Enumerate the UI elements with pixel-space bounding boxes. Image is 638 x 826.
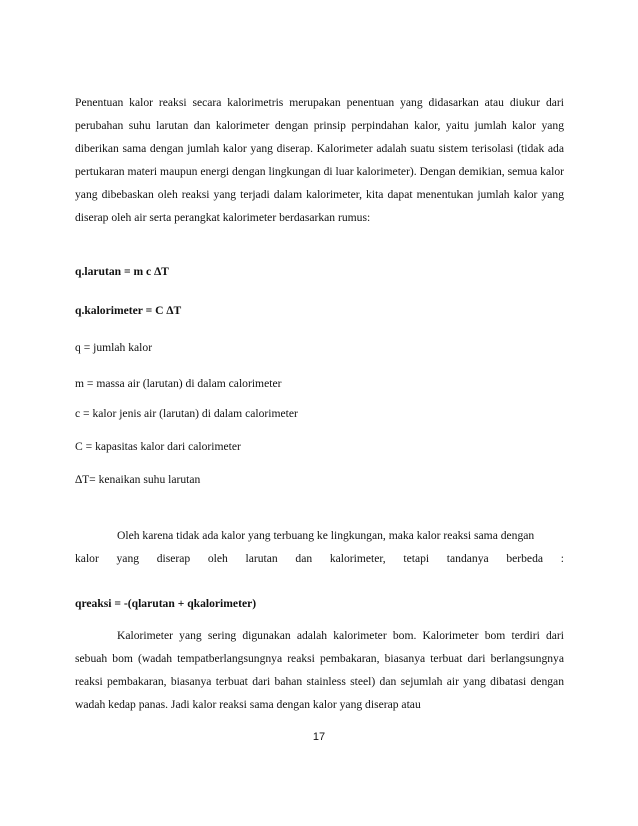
definition-c: c = kalor jenis air (larutan) di dalam calorimeter [75,407,298,420]
paragraph-intro: Penentuan kalor reaksi secara kalorimetris merupakan penentuan yang didasarkan atau diukur dari perubahan suhu larutan dan kalorimeter dengan prinsip perpindahan kalor, yaitu jumlah kalor yang diberikan sama dengan jumlah kalor yang diserap. Kalorimeter adalah suatu sistem terisolasi (tidak ada pertukaran materi maupun energi dengan lingkungan di luar kalorimeter). Dengan demikian, semua kalor yang dibebaskan oleh reaksi yang terjadi dalam kalorimeter, kita dapat menentukan jumlah kalor yang diserap oleh air serta perangkat kalorimeter berdasarkan rumus: [75,96,564,224]
formula-q-reaksi: qreaksi = -(qlarutan + qkalorimeter) [75,597,257,610]
word: kalorimeter, [329,552,386,565]
word: : [560,552,564,565]
page-number: 17 [312,731,326,743]
word: berbeda [506,552,544,565]
paragraph-bomb-calorimeter: Kalorimeter yang sering digunakan adalah kalorimeter bom. Kalorimeter bom terdiri dari sebuah bom (wadah tempatberlangsungnya reaksi pembakaran, biasanya terbuat dari berlangsungnya reaksi pembakaran, biasanya terbuat dari bahan stainless steel) dan sejumlah air yang dibatasi dengan wadah kedap panas. Jadi kalor reaksi sama dengan kalor yang diserap atau [75,629,564,711]
word: tandanya [446,552,489,565]
word: yang [116,552,140,565]
definition-delta-t: ∆T= kenaikan suhu larutan [75,473,201,486]
definition-m: m = massa air (larutan) di dalam calorimeter [75,377,282,390]
paragraph-heat-line2 [75,552,564,565]
formula-q-larutan: q.larutan = m c ∆T [75,265,169,278]
word: dan [295,552,313,565]
word: larutan [245,552,278,565]
word: oleh [207,552,228,565]
formula-q-kalorimeter: q.kalorimeter = C ∆T [75,304,182,317]
definition-capital-c: C = kapasitas kalor dari calorimeter [75,440,241,453]
definition-q: q = jumlah kalor [75,341,153,354]
word: kalor [75,552,99,565]
word: tetapi [403,552,430,565]
paragraph-heat-line1: Oleh karena tidak ada kalor yang terbuang ke lingkungan, maka kalor reaksi sama dengan [117,529,535,542]
word: diserap [156,552,191,565]
